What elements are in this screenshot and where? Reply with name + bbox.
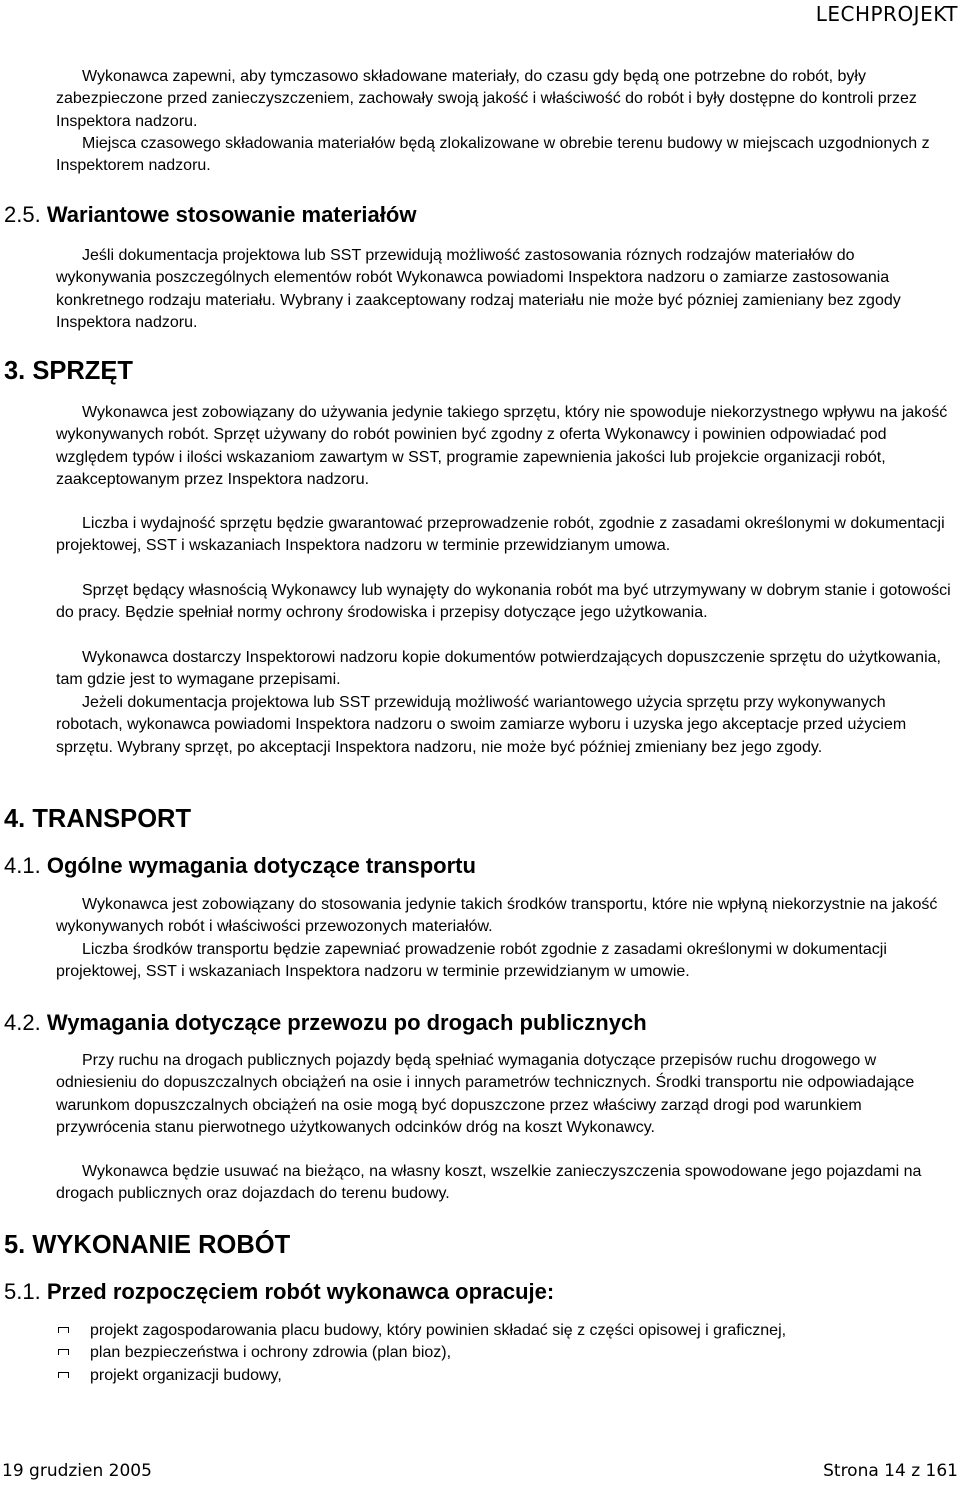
paragraph-equipment-documents: Wykonawca dostarczy Inspektorowi nadzoru kopie dokumentów potwierdzających dopuszczenie sprzętu do użytkowania, tam gdzie jest to wymagane przepisami. bbox=[56, 649, 941, 689]
preparation-list bbox=[56, 1320, 786, 1387]
paragraph-alternative-materials: Jeśli dokumentacja projektowa lub SST przewidują możliwość zastosowania róznych rodzajów materiałów do wykonywania poszczególnych elementów robót Wykonawca powiadomi Inspektora nadzoru o zamiarze zastosowania konkretnego rodzaju materiału. Wybrany i zaakceptowany rodzaj materiału nie może być pózniej zamieniany bez zgody Inspektora nadzoru. bbox=[56, 247, 901, 331]
heading-5-works: 5. WYKONANIE ROBÓT bbox=[4, 1231, 291, 1259]
header-brand: LECHPROJEKT bbox=[815, 2, 958, 26]
paragraph-storage-location: Miejsca czasowego składowania materiałów będą zlokalizowane w obrebie terenu budowy w miejscach uzgodnionych z Inspektorem nadzoru. bbox=[56, 135, 930, 175]
heading-text: Przed rozpoczęciem robót wykonawca opracuje: bbox=[46, 1279, 555, 1304]
paragraph-equipment-capacity: Liczba i wydajność sprzętu będzie gwarantować przeprowadzenie robót, zgodnie z zasadami określonymi w dokumentacji projektowej, SST i wskazaniach Inspektora nadzoru w terminie przewidzianym umowa. bbox=[56, 515, 945, 555]
heading-4-2 bbox=[4, 1009, 647, 1037]
bullet-icon bbox=[58, 1372, 69, 1378]
heading-4-transport: 4. TRANSPORT bbox=[4, 805, 192, 833]
bullet-icon bbox=[58, 1327, 69, 1333]
heading-text: Wariantowe stosowanie materiałów bbox=[46, 202, 417, 227]
heading-text: Ogólne wymagania dotyczące transportu bbox=[46, 853, 476, 878]
list-item bbox=[56, 1365, 786, 1387]
paragraph-transport-means: Wykonawca jest zobowiązany do stosowania jedynie takich środków transportu, które nie wpłyną niekorzystnie na jakość wykonywanych robót i właściwości przewozonych materiałów. bbox=[56, 896, 938, 936]
heading-number: 4.2. bbox=[4, 1010, 41, 1035]
heading-2-5 bbox=[4, 201, 416, 229]
paragraph-equipment-variants: Jeżeli dokumentacja projektowa lub SST przewidują możliwość wariantowego użycia sprzętu przy wykonywanych robotach, wykonawca powiadomi Inspektora nadzoru o swoim zamiarze wyboru i uzyska jego akceptacje przed użyciem sprzętu. Wybrany sprzęt, po akceptacji Inspektora nadzoru, nie może być później zmieniany bez jego zgody. bbox=[56, 694, 907, 756]
list-item bbox=[56, 1342, 786, 1364]
paragraph-public-roads: Przy ruchu na drogach publicznych pojazdy będą spełniać wymagania dotyczące przepisów ruchu drogowego w odniesieniu do dopuszczalnych obciążeń na osie i innych parametrów technicznych. Środki transportu nie odpowiadające warunkom dopuszczalnych obciążeń na osie mogą być dopuszczone przez właściwy zarząd drogi pod warunkiem przywrócenia stanu pierwotnego użytkowanych odcinków dróg na koszt Wykonawcy. bbox=[56, 1052, 915, 1136]
bullet-icon bbox=[58, 1349, 69, 1355]
list-item-text: plan bezpieczeństwa i ochrony zdrowia (plan bioz), bbox=[90, 1344, 452, 1362]
heading-text: Wymagania dotyczące przewozu po drogach publicznych bbox=[46, 1010, 647, 1035]
list-item-text: projekt zagospodarowania placu budowy, który powinien składać się z części opisowej i graficznej, bbox=[90, 1322, 787, 1339]
heading-number: 2.5. bbox=[4, 202, 41, 227]
paragraph-storage-protection: Wykonawca zapewni, aby tymczasowo składowane materiały, do czasu gdy będą one potrzebne do robót, były zabezpieczone przed zanieczyszczeniem, zachowały swoją jakość i właściwość do robót i były dostępne do kontroli przez Inspektora nadzoru. bbox=[56, 68, 917, 130]
paragraph-road-cleaning: Wykonawca będzie usuwać na bieżąco, na własny koszt, wszelkie zanieczyszczenia spowodowane jego pojazdami na drogach publicznych oraz dojazdach do terenu budowy. bbox=[56, 1163, 922, 1203]
heading-4-1 bbox=[4, 852, 476, 880]
paragraph-equipment-condition: Sprzęt będący własnością Wykonawcy lub wynajęty do wykonania robót ma być utrzymywany w dobrym stanie i gotowości do pracy. Będzie spełniał normy ochrony środowiska i przepisy dotyczące jego użytkowania. bbox=[56, 582, 951, 622]
paragraph-transport-count: Liczba środków transportu będzie zapewniać prowadzenie robót zgodnie z zasadami określonymi w dokumentacji projektowej, SST i wskazaniach Inspektora nadzoru w terminie przewidzianym w umowie. bbox=[56, 941, 887, 981]
paragraph-equipment-usage: Wykonawca jest zobowiązany do używania jedynie takiego sprzętu, który nie spowoduje niekorzystnego wpływu na jakość wykonywanych robót. Sprzęt używany do robót powinien być zgodny z oferta Wykonawcy i powinien odpowiadać pod względem typów i ilości wskazaniom zawartym w SST, programie zapewnienia jakości lub projekcie organizacji robót, zaakceptowanym przez Inspektora nadzoru. bbox=[56, 404, 948, 488]
list-item bbox=[56, 1320, 786, 1342]
heading-number: 5.1. bbox=[4, 1279, 41, 1304]
heading-3-equipment: 3. SPRZĘT bbox=[4, 357, 133, 385]
heading-5-1 bbox=[4, 1278, 554, 1306]
footer-date: 19 grudzien 2005 bbox=[2, 1461, 152, 1481]
heading-number: 4.1. bbox=[4, 853, 41, 878]
footer-page-number: Strona 14 z 161 bbox=[823, 1461, 958, 1481]
list-item-text: projekt organizacji budowy, bbox=[90, 1366, 282, 1384]
